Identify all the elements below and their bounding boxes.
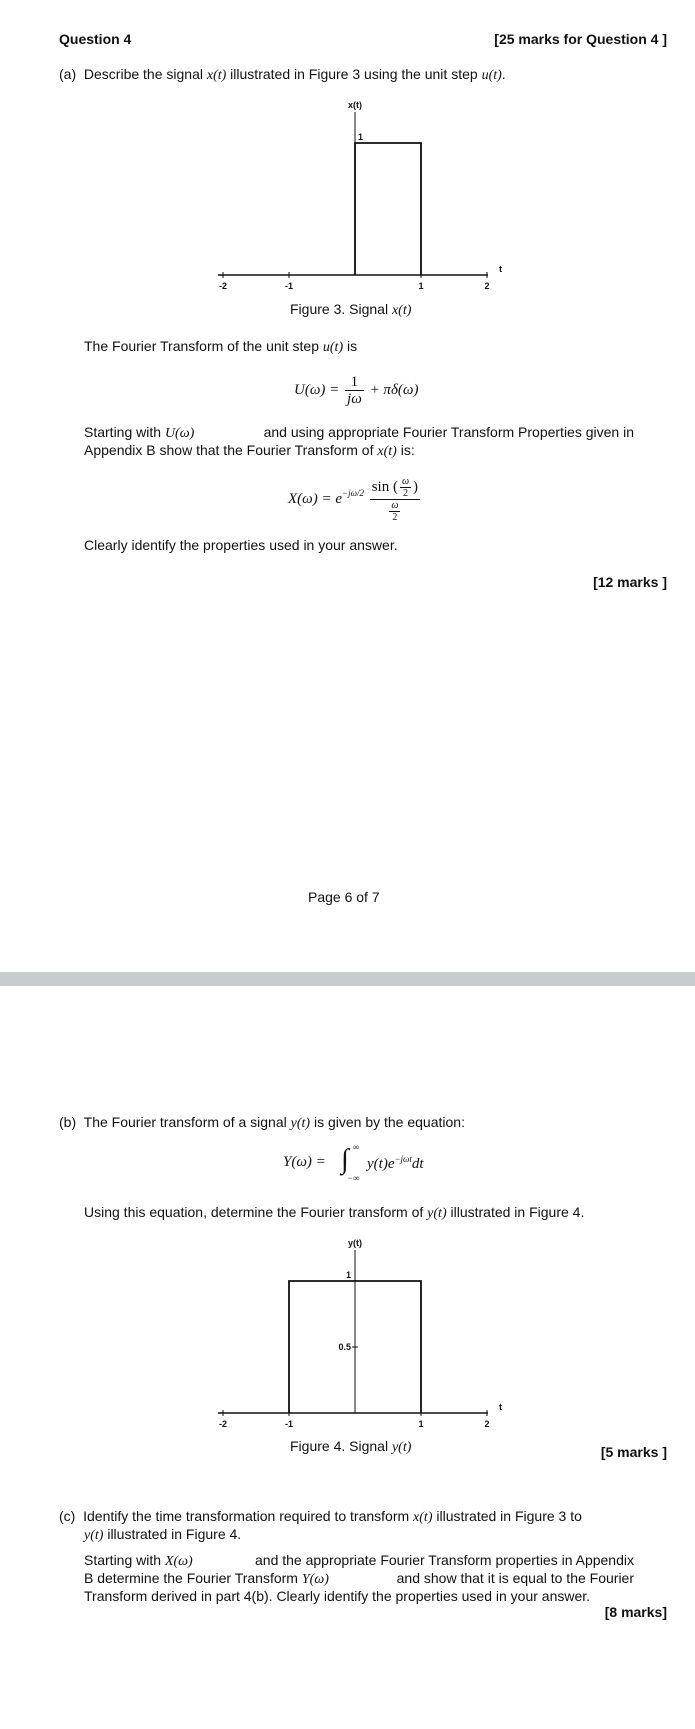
signal-trace <box>355 143 421 275</box>
tick-label: 2 <box>484 1419 490 1428</box>
part-a-prompt: (a) Describe the signal x(t) illustrated in Figure 3 using the unit step u(t). <box>59 66 506 83</box>
question-total-marks: [25 marks for Question 4 ] <box>494 31 667 47</box>
unit-step-ft-intro: The Fourier Transform of the unit step u(t) is <box>84 338 358 355</box>
tick-label: -1 <box>284 1419 294 1428</box>
part-b-using: Using this equation, determine the Fourier transform of y(t) illustrated in Figure 4. <box>84 1204 585 1221</box>
equation-x-omega: $X(\omega) = e^{-j\omega/2}$ sin ( $\frac{\omega}{2}$ ) $\frac{\omega}{2}$ <box>288 476 419 523</box>
part-c-label: (c) <box>59 1508 76 1524</box>
part-c-instruction: Starting with X(ω) and the appropriate Fourier Transform properties in Appendix B determine the Fourier Transform Y(ω) and show that it is equal to the Fourier Transform derived in part 4(b). Clearly identify the properties used in your answer. <box>84 1552 634 1604</box>
tick-label: -2 <box>218 1419 228 1428</box>
question-heading: Question 4 <box>59 31 132 47</box>
part-c-marks: [8 marks] <box>604 1604 667 1620</box>
level-label: 1 <box>358 132 364 142</box>
figure-4-caption: Figure 4. Signal y(t) <box>290 1438 412 1455</box>
part-a-label: (a) <box>59 66 77 82</box>
figure-3-plot <box>210 98 510 290</box>
part-b-label: (b) <box>59 1114 77 1130</box>
tick-label: 1 <box>418 281 424 290</box>
part-c-prompt: (c) Identify the time transformation required to transform x(t) illustrated in Figure 3 to y(t) illustrated in Figure 4. <box>59 1508 582 1543</box>
tick-label: -1 <box>284 281 294 290</box>
tick-label: 1 <box>418 1419 424 1428</box>
tick-label: -2 <box>218 281 228 290</box>
page-separator <box>0 972 695 986</box>
y-axis-label: x(t) <box>348 100 362 110</box>
part-a-marks: [12 marks ] <box>593 574 667 590</box>
part-a-instruction: Starting with U(ω) and using appropriate Fourier Transform Properties given in Appendix B show that the Fourier Transform of x(t) is: <box>84 424 634 459</box>
level-label: 0.5 <box>338 1342 351 1352</box>
x-axis-label: t <box>499 264 502 274</box>
tick-label: 2 <box>484 281 490 290</box>
part-b-prompt: (b) The Fourier transform of a signal y(t) is given by the equation: <box>59 1114 465 1131</box>
equation-unit-step-ft: U(ω) = $\frac{1}{j\omega}$ + πδ(ω) <box>294 374 419 407</box>
level-label: 1 <box>345 1270 351 1280</box>
x-axis-label: t <box>499 1402 502 1412</box>
figure-4-plot <box>210 1236 510 1428</box>
part-a-identify: Clearly identify the properties used in your answer. <box>84 537 398 553</box>
y-axis-label: y(t) <box>348 1238 362 1248</box>
page-footer: Page 6 of 7 <box>308 889 380 905</box>
part-b-marks: [5 marks ] <box>600 1444 667 1460</box>
figure-3-caption: Figure 3. Signal x(t) <box>290 301 412 318</box>
